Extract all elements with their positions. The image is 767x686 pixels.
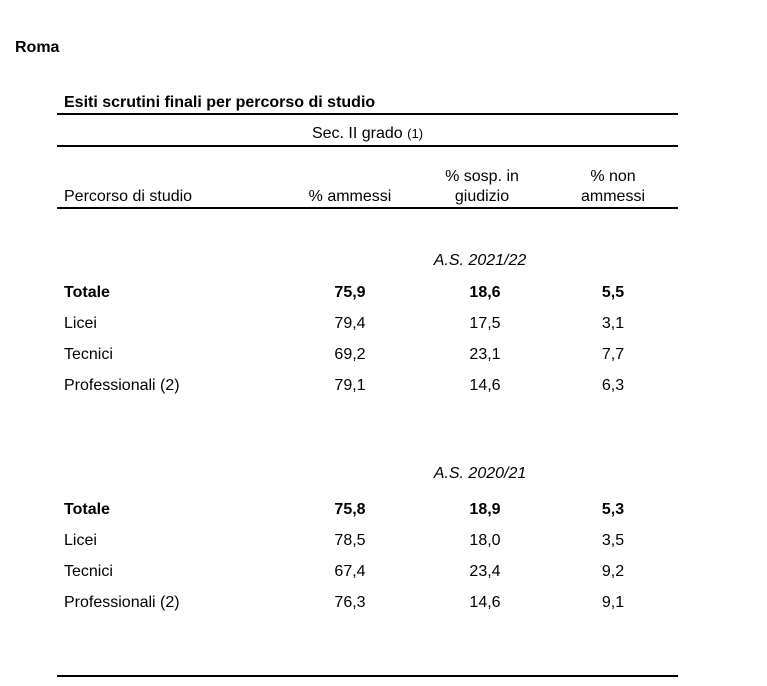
row-label: Tecnici — [64, 346, 113, 363]
cell-sospesi: 18,9 — [469, 501, 501, 518]
period-label: A.S. 2021/22 — [433, 252, 527, 269]
row-label: Licei — [64, 315, 97, 332]
row-label: Licei — [64, 532, 97, 549]
row-label: Totale — [64, 284, 110, 301]
cell-ammessi: 69,2 — [334, 346, 366, 363]
rule-bottom — [57, 675, 678, 677]
cell-non-ammessi: 3,5 — [601, 532, 625, 549]
cell-ammessi: 78,5 — [334, 532, 366, 549]
rule-subheader — [57, 145, 678, 147]
level-label: Sec. II grado — [311, 125, 403, 142]
cell-ammessi: 75,8 — [334, 501, 366, 518]
row-label: Professionali (2) — [64, 377, 180, 394]
cell-ammessi: 67,4 — [334, 563, 366, 580]
cell-sospesi: 18,6 — [469, 284, 501, 301]
cell-non-ammessi: 5,3 — [601, 501, 625, 518]
column-header-ammessi: % ammessi — [308, 188, 392, 205]
cell-sospesi: 18,0 — [469, 532, 501, 549]
row-label: Professionali (2) — [64, 594, 180, 611]
column-header-percorso: Percorso di studio — [64, 188, 193, 205]
location-heading: Roma — [15, 39, 60, 56]
level-note: (1) — [407, 126, 424, 141]
cell-sospesi: 14,6 — [469, 594, 501, 611]
cell-ammessi: 76,3 — [334, 594, 366, 611]
table-title: Esiti scrutini finali per percorso di studio — [64, 94, 376, 111]
cell-non-ammessi: 9,2 — [601, 563, 625, 580]
cell-non-ammessi: 9,1 — [601, 594, 625, 611]
column-header-non-ammessi: % non ammessi — [580, 168, 645, 205]
cell-non-ammessi: 3,1 — [601, 315, 625, 332]
cell-non-ammessi: 6,3 — [601, 377, 625, 394]
level-header — [57, 125, 678, 143]
cell-sospesi: 14,6 — [469, 377, 501, 394]
cell-ammessi: 79,1 — [334, 377, 366, 394]
rule-top — [57, 113, 678, 115]
cell-sospesi: 23,1 — [469, 346, 501, 363]
cell-non-ammessi: 7,7 — [601, 346, 625, 363]
cell-sospesi: 17,5 — [469, 315, 501, 332]
cell-ammessi: 75,9 — [334, 284, 366, 301]
row-label: Tecnici — [64, 563, 113, 580]
row-label: Totale — [64, 501, 110, 518]
cell-ammessi: 79,4 — [334, 315, 366, 332]
cell-non-ammessi: 5,5 — [601, 284, 625, 301]
period-label: A.S. 2020/21 — [433, 465, 527, 482]
column-header-sospesi: % sosp. in giudizio — [445, 168, 519, 205]
rule-header — [57, 207, 678, 209]
cell-sospesi: 23,4 — [469, 563, 501, 580]
